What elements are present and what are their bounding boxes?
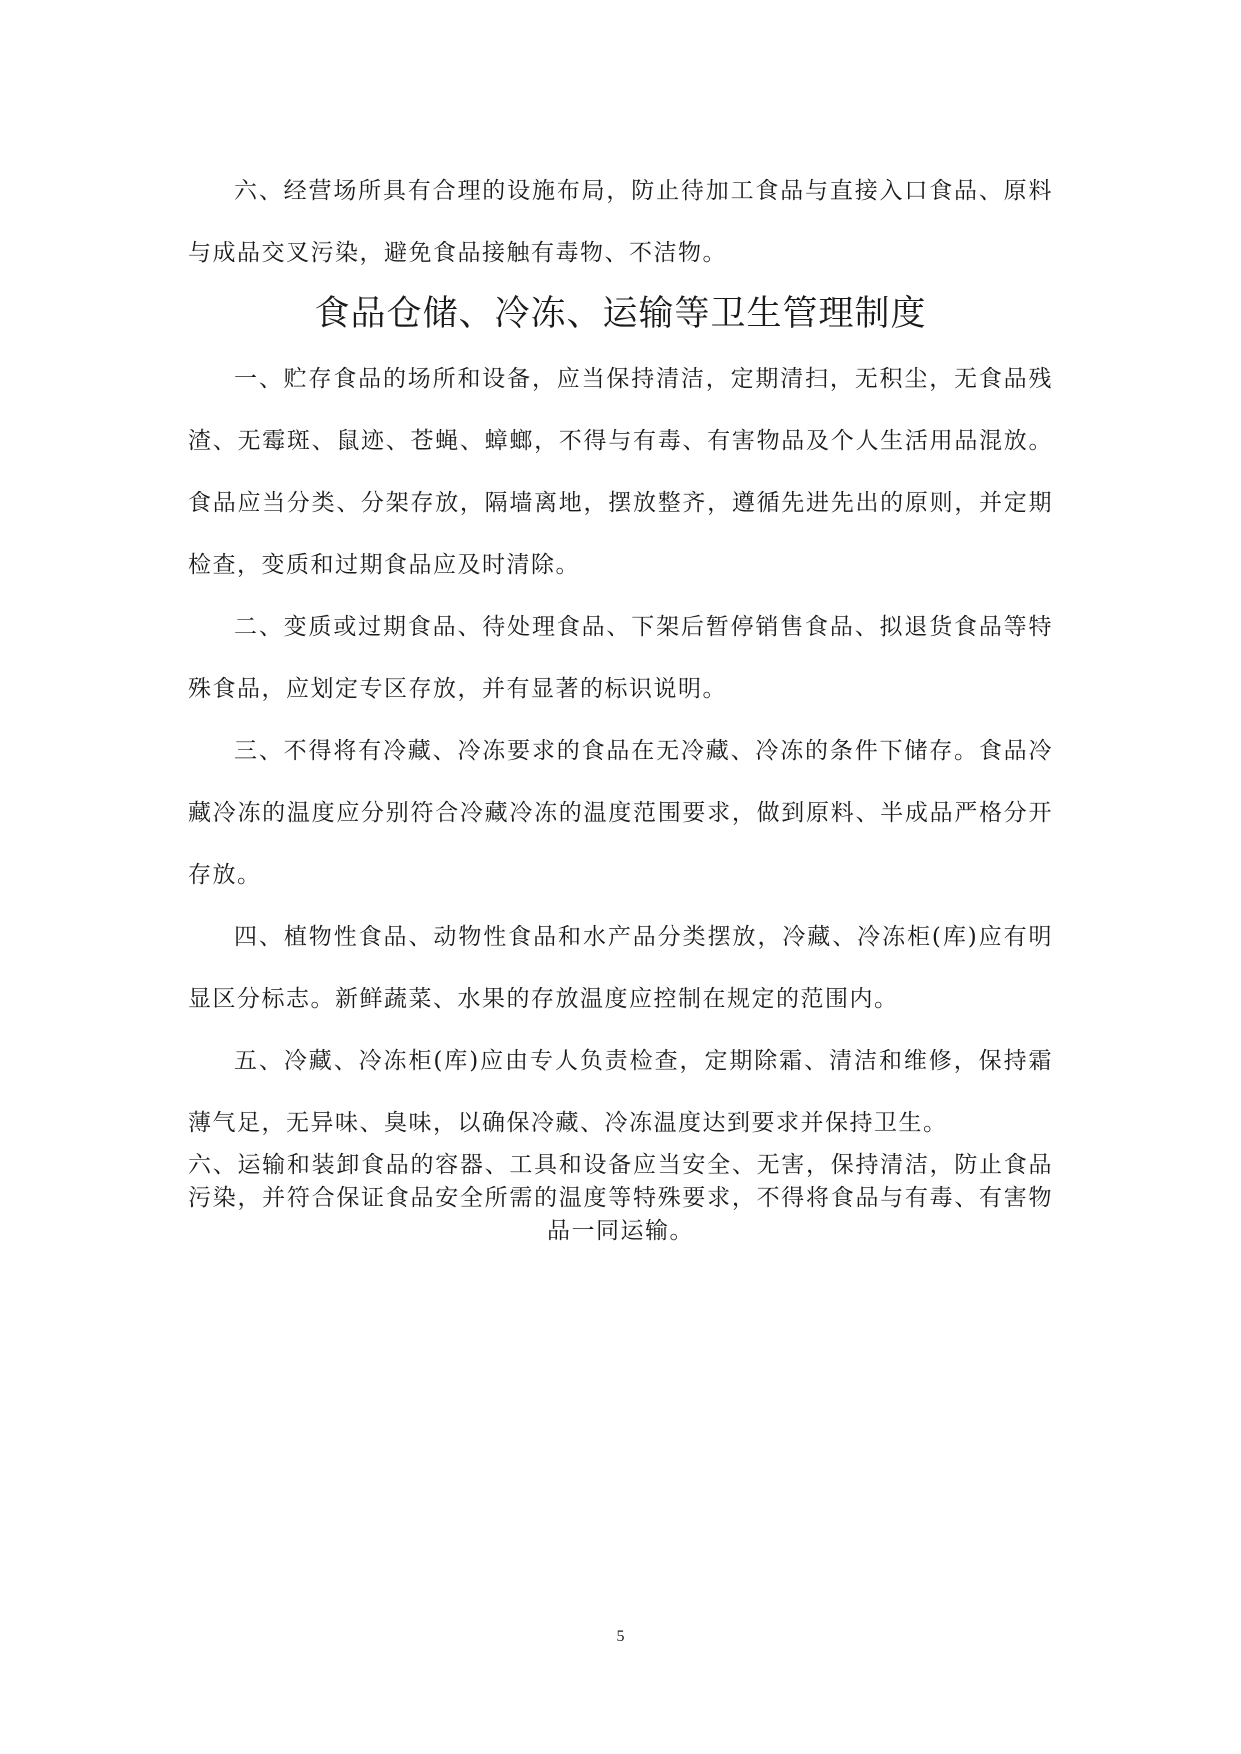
previous-section-text [188,160,1053,284]
regulation-item-4: 四、植物性食品、动物性食品和水产品分类摆放，冷藏、冷冻柜(库)应有明显区分标志。新鲜蔬菜、水果的存放温度应控制在规定的范围内。 [188,924,1053,1012]
regulation-item-2: 二、变质或过期食品、待处理食品、下架后暂停销售食品、拟退货食品等特殊食品，应划定专区存放，并有显著的标识说明。 [188,614,1053,702]
regulation-item-6: 六、运输和装卸食品的容器、工具和设备应当安全、无害，保持清洁，防止食品污染，并符合保证食品安全所需的温度等特殊要求，不得将食品与有毒、有害物品一同运输。 [188,1152,1053,1244]
regulation-item-1: 一、贮存食品的场所和设备，应当保持清洁，定期清扫，无积尘，无食品残渣、无霉斑、鼠迹、苍蝇、蟑螂，不得与有毒、有害物品及个人生活用品混放。食品应当分类、分架存放，隔墙离地，摆放整齐，遵循先进先出的原则，并定期检查，变质和过期食品应及时清除。 [188,366,1053,578]
regulation-item-5: 五、冷藏、冷冻柜(库)应由专人负责检查，定期除霜、清洁和维修，保持霜薄气足，无异味、臭味，以确保冷藏、冷冻温度达到要求并保持卫生。 [188,1048,1053,1136]
previous-section-item: 六、经营场所具有合理的设施布局，防止待加工食品与直接入口食品、原料与成品交叉污染，避免食品接触有毒物、不洁物。 [188,178,1053,266]
regulation-body [188,348,1053,1154]
page-number: 5 [616,1628,625,1645]
regulation-item-3: 三、不得将有冷藏、冷冻要求的食品在无冷藏、冷冻的条件下储存。食品冷藏冷冻的温度应分别符合冷藏冷冻的温度范围要求，做到原料、半成品严格分开存放。 [188,738,1053,888]
document-title: 食品仓储、冷冻、运输等卫生管理制度 [314,294,927,334]
